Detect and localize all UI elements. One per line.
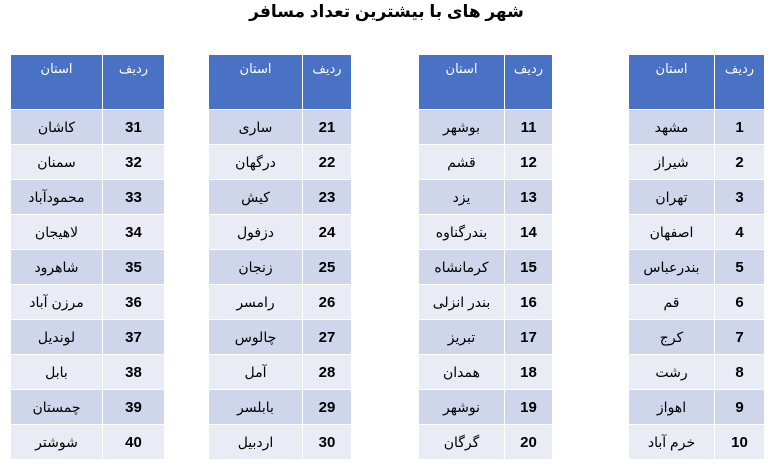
rank-cell: 8 <box>715 355 765 390</box>
table-row <box>11 390 165 425</box>
table-row <box>629 110 765 145</box>
table-row <box>629 145 765 180</box>
table-row <box>209 215 352 250</box>
table-row <box>419 180 553 215</box>
rank-cell: 39 <box>103 390 165 425</box>
city-name-cell: درگهان <box>209 145 303 180</box>
table-row <box>11 215 165 250</box>
city-name-cell: اصفهان <box>629 215 715 250</box>
city-table-4 <box>10 54 165 460</box>
rank-cell: 29 <box>303 390 352 425</box>
city-name-cell: چمستان <box>11 390 103 425</box>
city-name-cell: محمودآباد <box>11 180 103 215</box>
rank-cell: 26 <box>303 285 352 320</box>
city-name-cell: شیراز <box>629 145 715 180</box>
city-name-cell: لوندیل <box>11 320 103 355</box>
rank-cell: 31 <box>103 110 165 145</box>
city-name-cell: آمل <box>209 355 303 390</box>
city-name-cell: شاهرود <box>11 250 103 285</box>
table-row <box>11 320 165 355</box>
rank-cell: 36 <box>103 285 165 320</box>
table-row <box>11 285 165 320</box>
city-table-1 <box>628 54 765 460</box>
province-column-header: استان <box>629 55 715 110</box>
table-row <box>11 110 165 145</box>
province-column-header: استان <box>11 55 103 110</box>
rank-cell: 20 <box>505 425 553 460</box>
page-title: شهر های با بیشترین تعداد مسافر <box>249 2 524 21</box>
rank-cell: 15 <box>505 250 553 285</box>
city-name-cell: اهواز <box>629 390 715 425</box>
rank-cell: 19 <box>505 390 553 425</box>
table-row <box>209 285 352 320</box>
table-row <box>209 390 352 425</box>
rank-cell: 2 <box>715 145 765 180</box>
table-row <box>419 355 553 390</box>
table-row <box>419 250 553 285</box>
city-name-cell: بندر انزلی <box>419 285 505 320</box>
rank-cell: 27 <box>303 320 352 355</box>
city-name-cell: بابل <box>11 355 103 390</box>
table-row <box>629 180 765 215</box>
table-row <box>629 320 765 355</box>
table-header-row <box>629 55 765 110</box>
rank-column-header: ردیف <box>505 55 553 110</box>
table-row <box>209 425 352 460</box>
rank-cell: 18 <box>505 355 553 390</box>
table-row <box>11 180 165 215</box>
city-name-cell: بوشهر <box>419 110 505 145</box>
rank-cell: 3 <box>715 180 765 215</box>
rank-cell: 23 <box>303 180 352 215</box>
table-row <box>629 390 765 425</box>
table-row <box>419 285 553 320</box>
city-name-cell: چالوس <box>209 320 303 355</box>
rank-cell: 9 <box>715 390 765 425</box>
table-row <box>629 215 765 250</box>
city-name-cell: مشهد <box>629 110 715 145</box>
city-name-cell: کرج <box>629 320 715 355</box>
rank-cell: 14 <box>505 215 553 250</box>
city-name-cell: مرزن آباد <box>11 285 103 320</box>
city-name-cell: بندرعباس <box>629 250 715 285</box>
table-row <box>629 250 765 285</box>
city-name-cell: زنجان <box>209 250 303 285</box>
rank-cell: 16 <box>505 285 553 320</box>
rank-cell: 21 <box>303 110 352 145</box>
table-row <box>11 425 165 460</box>
rank-cell: 28 <box>303 355 352 390</box>
table-row <box>11 355 165 390</box>
city-table-3 <box>208 54 352 460</box>
city-name-cell: لاهیجان <box>11 215 103 250</box>
rank-cell: 13 <box>505 180 553 215</box>
city-name-cell: سمنان <box>11 145 103 180</box>
province-column-header: استان <box>209 55 303 110</box>
city-name-cell: یزد <box>419 180 505 215</box>
table-row <box>419 215 553 250</box>
rank-cell: 30 <box>303 425 352 460</box>
city-name-cell: قم <box>629 285 715 320</box>
rank-cell: 32 <box>103 145 165 180</box>
city-name-cell: بابلسر <box>209 390 303 425</box>
table-row <box>419 320 553 355</box>
city-name-cell: بندرگناوه <box>419 215 505 250</box>
city-name-cell: همدان <box>419 355 505 390</box>
rank-column-header: ردیف <box>303 55 352 110</box>
rank-cell: 4 <box>715 215 765 250</box>
city-name-cell: تبریز <box>419 320 505 355</box>
table-row <box>629 285 765 320</box>
table-row <box>209 355 352 390</box>
rank-cell: 34 <box>103 215 165 250</box>
rank-cell: 5 <box>715 250 765 285</box>
city-name-cell: دزفول <box>209 215 303 250</box>
table-header-row <box>419 55 553 110</box>
rank-cell: 12 <box>505 145 553 180</box>
city-name-cell: ساری <box>209 110 303 145</box>
city-name-cell: کاشان <box>11 110 103 145</box>
city-name-cell: خرم آباد <box>629 425 715 460</box>
rank-cell: 10 <box>715 425 765 460</box>
rank-cell: 37 <box>103 320 165 355</box>
table-header-row <box>11 55 165 110</box>
table-row <box>419 390 553 425</box>
rank-cell: 7 <box>715 320 765 355</box>
city-name-cell: نوشهر <box>419 390 505 425</box>
rank-column-header: ردیف <box>715 55 765 110</box>
table-row <box>419 425 553 460</box>
table-row <box>209 320 352 355</box>
table-row <box>11 250 165 285</box>
rank-cell: 1 <box>715 110 765 145</box>
city-name-cell: رشت <box>629 355 715 390</box>
rank-cell: 40 <box>103 425 165 460</box>
rank-cell: 25 <box>303 250 352 285</box>
rank-cell: 17 <box>505 320 553 355</box>
rank-cell: 6 <box>715 285 765 320</box>
table-row <box>419 145 553 180</box>
rank-cell: 38 <box>103 355 165 390</box>
city-name-cell: اردبیل <box>209 425 303 460</box>
rank-column-header: ردیف <box>103 55 165 110</box>
province-column-header: استان <box>419 55 505 110</box>
rank-cell: 35 <box>103 250 165 285</box>
table-row <box>209 110 352 145</box>
city-name-cell: تهران <box>629 180 715 215</box>
table-row <box>419 110 553 145</box>
table-row <box>209 250 352 285</box>
city-table-2 <box>418 54 553 460</box>
table-row <box>11 145 165 180</box>
rank-cell: 22 <box>303 145 352 180</box>
table-row <box>209 145 352 180</box>
table-row <box>629 425 765 460</box>
city-name-cell: قشم <box>419 145 505 180</box>
rank-cell: 24 <box>303 215 352 250</box>
city-name-cell: کرمانشاه <box>419 250 505 285</box>
city-name-cell: کیش <box>209 180 303 215</box>
city-name-cell: شوشتر <box>11 425 103 460</box>
table-row <box>629 355 765 390</box>
rank-cell: 33 <box>103 180 165 215</box>
city-name-cell: گرگان <box>419 425 505 460</box>
rank-cell: 11 <box>505 110 553 145</box>
table-row <box>209 180 352 215</box>
table-header-row <box>209 55 352 110</box>
city-name-cell: رامسر <box>209 285 303 320</box>
